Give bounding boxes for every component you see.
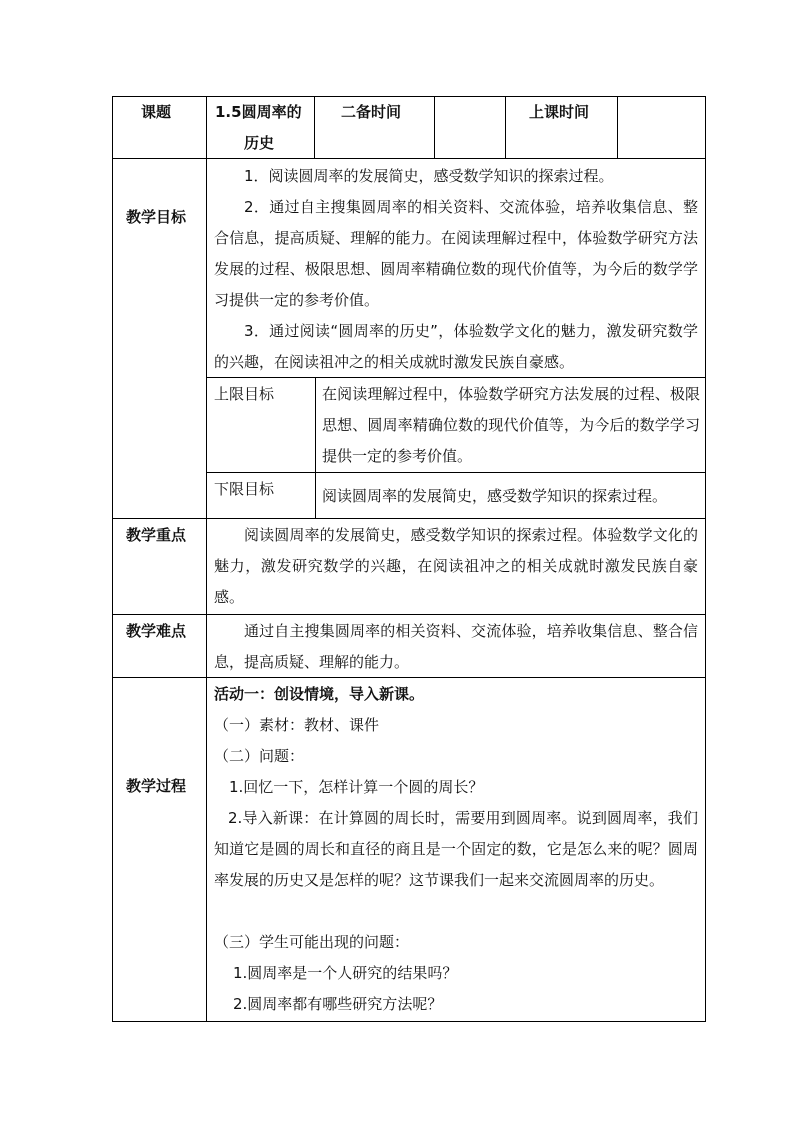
objective-item-2: 2．通过自主搜集圆周率的相关资料、交流体验，培养收集信息、整合信息，提高质疑、理解的能力。在阅读理解过程中，体验数学研究方法发展的过程、极限思想、圆周率精确位数的现代价值等，为今后的数学学习提供一定的参考价值。 bbox=[214, 198, 698, 309]
upper-objective-text: 在阅读理解过程中，体验数学研究方法发展的过程、极限思想、圆周率精确位数的现代价值等，为今后的数学学习提供一定的参考价值。 bbox=[322, 385, 700, 465]
column-divider bbox=[314, 96, 315, 159]
objective-item-3: 3．通过阅读“圆周率的历史”，体验数学文化的魅力，激发研究数学的兴趣，在阅读祖冲之的相关成就时激发民族自豪感。 bbox=[214, 322, 698, 371]
question-heading: （二）问题： bbox=[214, 747, 305, 765]
column-divider bbox=[617, 96, 618, 159]
lower-objective-text: 阅读圆周率的发展简史，感受数学知识的探索过程。 bbox=[322, 487, 668, 505]
student-question-2: 2.圆周率都有哪些研究方法呢？ bbox=[233, 995, 443, 1013]
topic-value-line1: 1.5圆周率的 bbox=[215, 103, 302, 121]
key-points-text: 阅读圆周率的发展简史，感受数学知识的探索过程。体验数学文化的魅力，激发研究数学的兴趣，在阅读祖冲之的相关成就时激发民族自豪感。 bbox=[214, 526, 698, 606]
student-question-heading: （三）学生可能出现的问题： bbox=[214, 933, 410, 951]
key-points-label: 教学重点 bbox=[126, 526, 187, 544]
table-border-left bbox=[112, 96, 113, 1022]
question-1: 1.回忆一下，怎样计算一个圆的周长？ bbox=[229, 778, 484, 796]
question-2: 2.导入新课：在计算圆的周长时，需要用到圆周率。说到圆周率，我们知道它是圆的周长和直径的商且是一个固定的数，它是怎么来的呢？圆周率发展的历史又是怎样的呢？这节课我们一起来交流圆周率的历史。 bbox=[214, 809, 698, 889]
table-border-right bbox=[705, 96, 706, 1022]
column-divider bbox=[434, 96, 435, 159]
difficulties-label: 教学难点 bbox=[126, 622, 187, 640]
topic-value bbox=[215, 97, 302, 159]
objectives-label: 教学目标 bbox=[126, 208, 187, 226]
material-line: （一）素材：教材、课件 bbox=[214, 716, 380, 734]
table-border-bottom bbox=[112, 1021, 706, 1022]
row-divider bbox=[112, 614, 706, 615]
process-label: 教学过程 bbox=[126, 777, 187, 795]
column-divider bbox=[505, 96, 506, 159]
prep-time-label: 二备时间 bbox=[341, 103, 402, 121]
student-question-1: 1.圆周率是一个人研究的结果吗？ bbox=[233, 964, 458, 982]
row-divider bbox=[206, 472, 706, 473]
lower-objective-label: 下限目标 bbox=[214, 480, 275, 498]
topic-label: 课题 bbox=[141, 103, 172, 121]
row-divider bbox=[112, 518, 706, 519]
objective-item-1: 1．阅读圆周率的发展简史，感受数学知识的探索过程。 bbox=[244, 167, 614, 185]
upper-objective-label: 上限目标 bbox=[214, 385, 275, 403]
class-time-label: 上课时间 bbox=[529, 103, 590, 121]
column-divider bbox=[315, 377, 316, 519]
topic-value-line2: 历史 bbox=[244, 134, 275, 152]
column-divider bbox=[206, 96, 207, 1022]
activity-title: 活动一：创设情境，导入新课。 bbox=[214, 685, 425, 703]
difficulties-text: 通过自主搜集圆周率的相关资料、交流体验，培养收集信息、整合信息，提高质疑、理解的能力。 bbox=[214, 622, 698, 671]
